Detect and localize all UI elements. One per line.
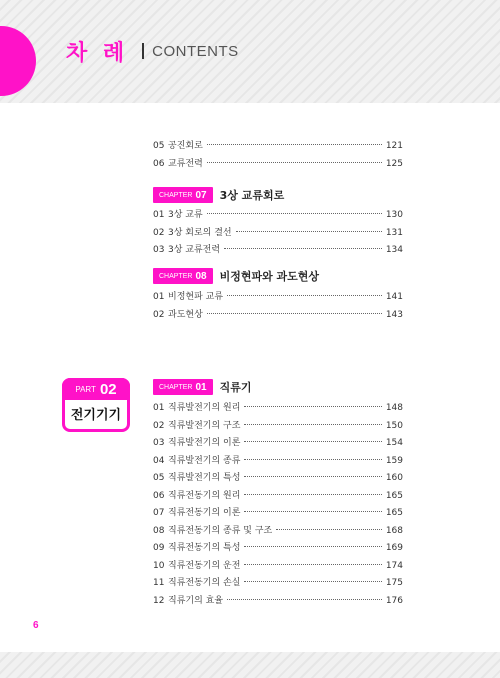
chapter-heading-07[interactable] xyxy=(153,187,284,203)
entry-label: 3상 회로의 결선 xyxy=(168,227,232,238)
toc-entry[interactable] xyxy=(153,593,403,611)
entry-number: 03 xyxy=(153,438,165,448)
entry-label: 직류전동기의 운전 xyxy=(168,560,241,571)
toc-entry[interactable] xyxy=(153,307,403,325)
entry-label: 직류기의 효율 xyxy=(168,595,224,606)
leader-dots xyxy=(207,144,382,145)
entry-label: 비정현파 교류 xyxy=(168,292,224,302)
toc-entry[interactable] xyxy=(153,242,403,260)
toc-list-chapter-07 xyxy=(153,207,403,260)
entry-page: 154 xyxy=(385,438,403,448)
entry-number: 05 xyxy=(153,141,165,151)
chapter-tag xyxy=(153,379,213,395)
entry-label: 공진회로 xyxy=(168,141,203,151)
toc-entry[interactable] xyxy=(153,138,403,156)
entry-number: 05 xyxy=(153,473,165,483)
entry-number: 06 xyxy=(153,490,165,501)
entry-number: 03 xyxy=(153,245,165,255)
toc-entry[interactable] xyxy=(153,558,403,576)
entry-number: 02 xyxy=(153,309,165,320)
toc-entry[interactable] xyxy=(153,156,403,174)
leader-dots xyxy=(244,511,381,512)
leader-dots xyxy=(207,162,382,163)
part-word: PART xyxy=(75,384,96,394)
toc-entry[interactable] xyxy=(153,470,403,488)
chapter-title: 3상 교류회로 xyxy=(219,189,285,202)
entry-label: 직류발전기의 원리 xyxy=(168,403,241,413)
leader-dots xyxy=(244,406,381,407)
leader-dots xyxy=(236,231,382,232)
entry-page: 174 xyxy=(385,560,403,571)
entry-page: 150 xyxy=(385,420,403,431)
leader-dots xyxy=(244,564,381,565)
entry-page: 131 xyxy=(385,227,403,238)
entry-page: 175 xyxy=(385,578,403,588)
toc-list-chapter-08 xyxy=(153,289,403,324)
toc-entry[interactable] xyxy=(153,523,403,541)
entry-page: 159 xyxy=(385,455,403,466)
entry-number: 12 xyxy=(153,595,165,606)
toc-entry[interactable] xyxy=(153,453,403,471)
entry-page: 141 xyxy=(385,292,403,302)
entry-number: 06 xyxy=(153,158,165,169)
toc-entry[interactable] xyxy=(153,225,403,243)
entry-number: 10 xyxy=(153,560,165,571)
entry-label: 직류전동기의 손실 xyxy=(168,578,241,588)
entry-label: 직류전동기의 종류 및 구조 xyxy=(168,525,273,536)
entry-label: 직류전동기의 특성 xyxy=(168,543,241,553)
toc-entry[interactable] xyxy=(153,435,403,453)
toc-entry[interactable] xyxy=(153,207,403,225)
toc-entry[interactable] xyxy=(153,400,403,418)
entry-number: 07 xyxy=(153,508,165,518)
entry-page: 130 xyxy=(385,210,403,220)
title-divider xyxy=(142,43,144,59)
part-badge-tab xyxy=(62,378,130,400)
page-title-korean: 차 례 xyxy=(66,40,129,66)
leader-dots xyxy=(276,529,382,530)
part-number: 02 xyxy=(99,380,117,398)
toc-list-section-top xyxy=(153,138,403,173)
leader-dots xyxy=(207,213,382,214)
toc-entry[interactable] xyxy=(153,540,403,558)
entry-label: 직류발전기의 특성 xyxy=(168,473,241,483)
toc-entry[interactable] xyxy=(153,418,403,436)
entry-label: 직류발전기의 종류 xyxy=(168,455,241,466)
entry-page: 160 xyxy=(385,473,403,483)
entry-label: 직류발전기의 구조 xyxy=(168,420,241,431)
chapter-tag xyxy=(153,187,213,203)
entry-number: 09 xyxy=(153,543,165,553)
entry-page: 121 xyxy=(385,141,403,151)
chapter-tag-word: CHAPTER xyxy=(159,191,193,199)
chapter-tag-number: 01 xyxy=(195,381,207,393)
entry-label: 교류전력 xyxy=(168,158,203,169)
entry-page: 165 xyxy=(385,508,403,518)
leader-dots xyxy=(244,476,381,477)
entry-number: 01 xyxy=(153,210,165,220)
chapter-heading-01[interactable] xyxy=(153,379,251,395)
chapter-tag-number: 08 xyxy=(195,270,207,282)
chapter-title: 비정현파와 과도현상 xyxy=(219,270,320,283)
page-number: 6 xyxy=(33,620,39,631)
page-title xyxy=(66,36,239,66)
leader-dots xyxy=(244,546,381,547)
entry-number: 01 xyxy=(153,403,165,413)
entry-page: 125 xyxy=(385,158,403,169)
entry-page: 148 xyxy=(385,403,403,413)
entry-page: 134 xyxy=(385,245,403,255)
entry-number: 04 xyxy=(153,455,165,466)
entry-page: 165 xyxy=(385,490,403,501)
toc-entry[interactable] xyxy=(153,289,403,307)
entry-number: 01 xyxy=(153,292,165,302)
page-title-english: CONTENTS xyxy=(152,42,239,60)
entry-number: 02 xyxy=(153,420,165,431)
chapter-title: 직류기 xyxy=(219,381,252,394)
entry-number: 11 xyxy=(153,578,165,588)
chapter-tag-word: CHAPTER xyxy=(159,272,193,280)
entry-number: 02 xyxy=(153,227,165,238)
entry-page: 176 xyxy=(385,595,403,606)
entry-page: 168 xyxy=(385,525,403,536)
toc-entry[interactable] xyxy=(153,488,403,506)
entry-label: 3상 교류전력 xyxy=(168,245,221,255)
leader-dots xyxy=(244,441,381,442)
leader-dots xyxy=(244,424,381,425)
leader-dots xyxy=(227,295,382,296)
leader-dots xyxy=(224,248,382,249)
entry-label: 3상 교류 xyxy=(168,210,203,220)
toc-list-chapter-01 xyxy=(153,400,403,610)
leader-dots xyxy=(244,459,381,460)
leader-dots xyxy=(244,494,381,495)
chapter-tag-word: CHAPTER xyxy=(159,383,193,391)
entry-label: 직류전동기의 이론 xyxy=(168,508,241,518)
footer-band xyxy=(0,652,500,678)
leader-dots xyxy=(244,581,381,582)
entry-page: 169 xyxy=(385,543,403,553)
chapter-tag xyxy=(153,268,213,284)
toc-entry[interactable] xyxy=(153,505,403,523)
entry-label: 직류전동기의 원리 xyxy=(168,490,241,501)
leader-dots xyxy=(227,599,382,600)
part-title: 전기기기 xyxy=(70,408,122,423)
entry-label: 과도현상 xyxy=(168,309,203,320)
toc-entry[interactable] xyxy=(153,575,403,593)
leader-dots xyxy=(207,313,382,314)
chapter-tag-number: 07 xyxy=(195,189,207,201)
entry-page: 143 xyxy=(385,309,403,320)
entry-number: 08 xyxy=(153,525,165,536)
entry-label: 직류발전기의 이론 xyxy=(168,438,241,448)
chapter-heading-08[interactable] xyxy=(153,268,319,284)
